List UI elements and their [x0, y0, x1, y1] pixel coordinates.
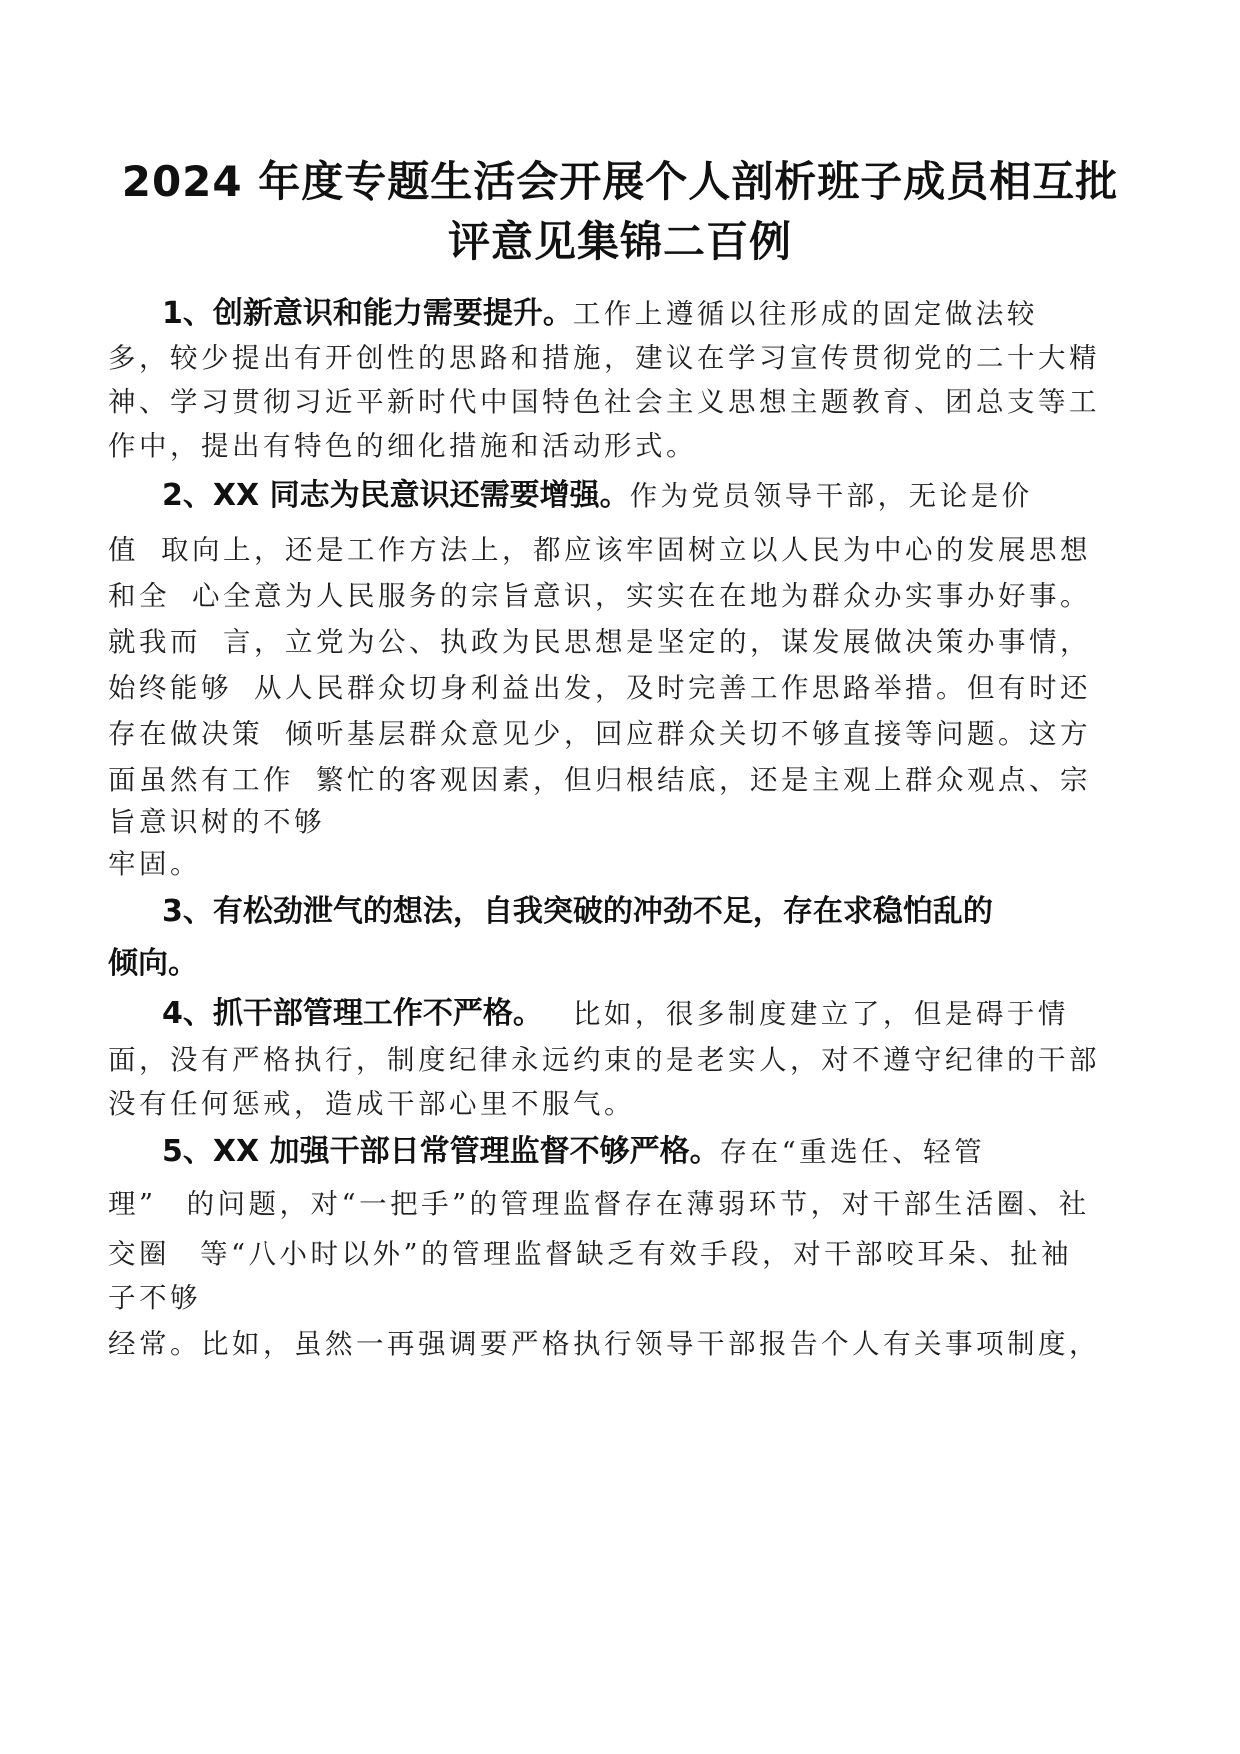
document-title	[95, 152, 1145, 272]
item-2-first-line	[162, 474, 1033, 518]
title-line-2: 评意见集锦二百例	[447, 217, 792, 266]
paragraph-line: 牢固。	[108, 848, 201, 880]
paragraph-line: 作中，提出有特色的细化措施和活动形式。	[108, 430, 697, 462]
item-1-heading: 1、创新意识和能力需要提升。	[162, 296, 573, 331]
item-5-text: 存在“重选任、轻管	[719, 1136, 986, 1168]
paragraph-line: 存在做决策 倾听基层群众意见少，回应群众关切不够直接等问题。这方	[108, 718, 1091, 750]
title-line-1: 2024 年度专题生活会开展个人剖析班子成员相互批	[121, 157, 1119, 206]
item-3-heading-line-2: 倾向。	[108, 946, 198, 981]
item-3-heading-line-1: 3、有松劲泄气的想法，自我突破的冲劲不足，存在求稳怕乱的	[162, 894, 993, 929]
paragraph-line: 交圈 等“八小时以外”的管理监督缺乏有效手段，对干部咬耳朵、扯袖	[108, 1238, 1073, 1270]
item-4-heading: 4、抓干部管理工作不严格。	[162, 996, 543, 1031]
paragraph-line: 就我而 言，立党为公、执政为民思想是坚定的，谋发展做决策办事情，	[108, 626, 1091, 658]
paragraph-line: 神、学习贯彻习近平新时代中国特色社会主义思想主题教育、团总支等工	[108, 386, 1100, 418]
item-5-first-line	[162, 1130, 985, 1174]
item-1-text: 工作上遵循以往形成的固定做法较	[572, 298, 1038, 330]
paragraph-line: 和全 心全意为人民服务的宗旨意识，实实在在地为群众办实事办好事。	[108, 580, 1091, 612]
item-4-text: 比如，很多制度建立了，但是碍于情	[572, 998, 1069, 1030]
item-2-heading: 2、XX 同志为民意识还需要增强。	[162, 478, 630, 513]
paragraph-line: 经常。比如，虽然一再强调要严格执行领导干部报告个人有关事项制度，	[108, 1328, 1100, 1360]
item-5-heading: 5、XX 加强干部日常管理监督不够严格。	[162, 1134, 720, 1169]
item-2-text: 作为党员领导干部，无论是价	[629, 480, 1033, 512]
paragraph-line: 旨意识树的不够	[108, 806, 325, 838]
item-1-first-line	[162, 292, 1038, 336]
paragraph-line: 值 取向上，还是工作方法上，都应该牢固树立以人民为中心的发展思想	[108, 534, 1091, 566]
item-4-first-line	[162, 992, 1069, 1036]
paragraph-line: 理” 的问题，对“一把手”的管理监督存在薄弱环节，对干部生活圈、社	[108, 1188, 1090, 1220]
paragraph-line: 始终能够 从人民群众切身利益出发，及时完善工作思路举措。但有时还	[108, 672, 1091, 704]
paragraph-line: 多，较少提出有开创性的思路和措施，建议在学习宣传贯彻党的二十大精	[108, 342, 1100, 374]
paragraph-line: 子不够	[108, 1282, 201, 1314]
paragraph-line: 面虽然有工作 繁忙的客观因素，但归根结底，还是主观上群众观点、宗	[108, 764, 1091, 796]
paragraph-line: 没有任何惩戒，造成干部心里不服气。	[108, 1088, 635, 1120]
paragraph-line: 面，没有严格执行，制度纪律永远约束的是老实人，对不遵守纪律的干部	[108, 1044, 1100, 1076]
